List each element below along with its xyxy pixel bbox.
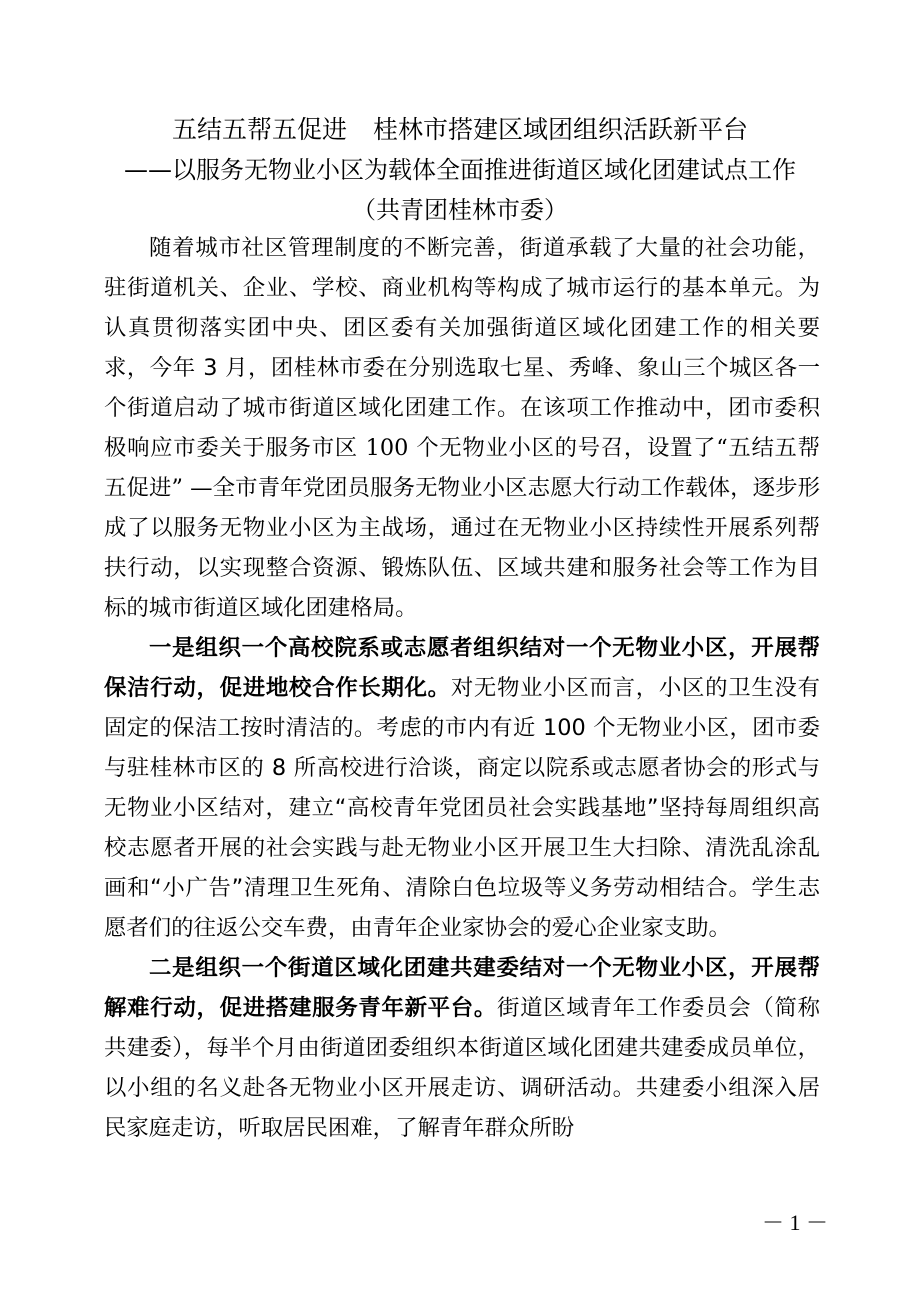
main-title-part1: 五结五帮五促进	[171, 115, 347, 144]
main-title-part2: 桂林市搭建区域团组织活跃新平台	[373, 115, 749, 144]
intro-paragraph	[104, 228, 820, 628]
section-1-text: 对无物业小区而言，小区的卫生没有固定的保洁工按时清洁的。考虑的市内有近 100 个无物业小区，团市委与驻桂林市区的 8 所高校进行洽谈，商定以院系或志愿者协会的形式与无物业小区结对，建立“高校青年党团员社会实践基地”坚持每周组织高校志愿者开展的社会实践与赴无物业小区开展卫生大扫除、清洗乱涂乱画和“小广告”清理卫生死角、清除白色垃圾等义务劳动相结合。学生志愿者们的往返公交车费，由青年企业家协会的爱心企业家支助。	[104, 675, 821, 941]
subtitle: ——以服务无物业小区为载体全面推进街道区域化团建试点工作	[124, 156, 796, 184]
section-2-text: 街道区域青年工作委员会（简称共建委），每半个月由街道团委组织本街道区域化团建共建委成员单位，以小组的名义赴各无物业小区开展走访、调研活动。共建委小组深入居民家庭走访，听取居民困难，了解青年群众所盼	[104, 995, 821, 1141]
author-line: （共青团桂林市委）	[352, 196, 568, 224]
title-block	[100, 110, 820, 230]
section-2-lead: 二是组织一个街道区域化团建共建委结对一个无物业小区，开展帮解难行动，促进搭建服务青年新平台。	[104, 955, 820, 1021]
intro-text-b: 积极响应市委关于服务市区 100 个无物业小区的号召，设置了“五结五帮五促进” —全市青年党团员服务无物业小区志愿大行动工作载体，逐步形成了以服务无物业小区为主战场，通过在无物业小区持续性开展系列帮扶行动，以实现整合资源、锻炼队伍、区域共建和服务社会等工作为目标的城市街道区域化团建格局。	[104, 395, 820, 621]
section-1-lead: 一是组织一个高校院系或志愿者组织结对一个无物业小区，开展帮保洁行动，促进地校合作长期化。	[104, 635, 820, 701]
page-number: － 1 －	[762, 1210, 829, 1235]
section-2-paragraph	[104, 948, 820, 1148]
main-title	[100, 110, 820, 150]
document-body	[104, 228, 820, 1148]
intro-text-a: 随着城市社区管理制度的不断完善，街道承载了大量的社会功能，驻街道机关、企业、学校、商业机构等构成了城市运行的基本单元。为认真贯彻落实团中央、团区委有关加强街道区域化团建工作的相关要求，今年 3 月，团桂林市委在分别选取七星、秀峰、象山三个城区各一个街道启动了城市街道区域化团建工作。在该项工作推动中，团市委	[104, 235, 820, 421]
section-1-paragraph	[104, 628, 820, 948]
